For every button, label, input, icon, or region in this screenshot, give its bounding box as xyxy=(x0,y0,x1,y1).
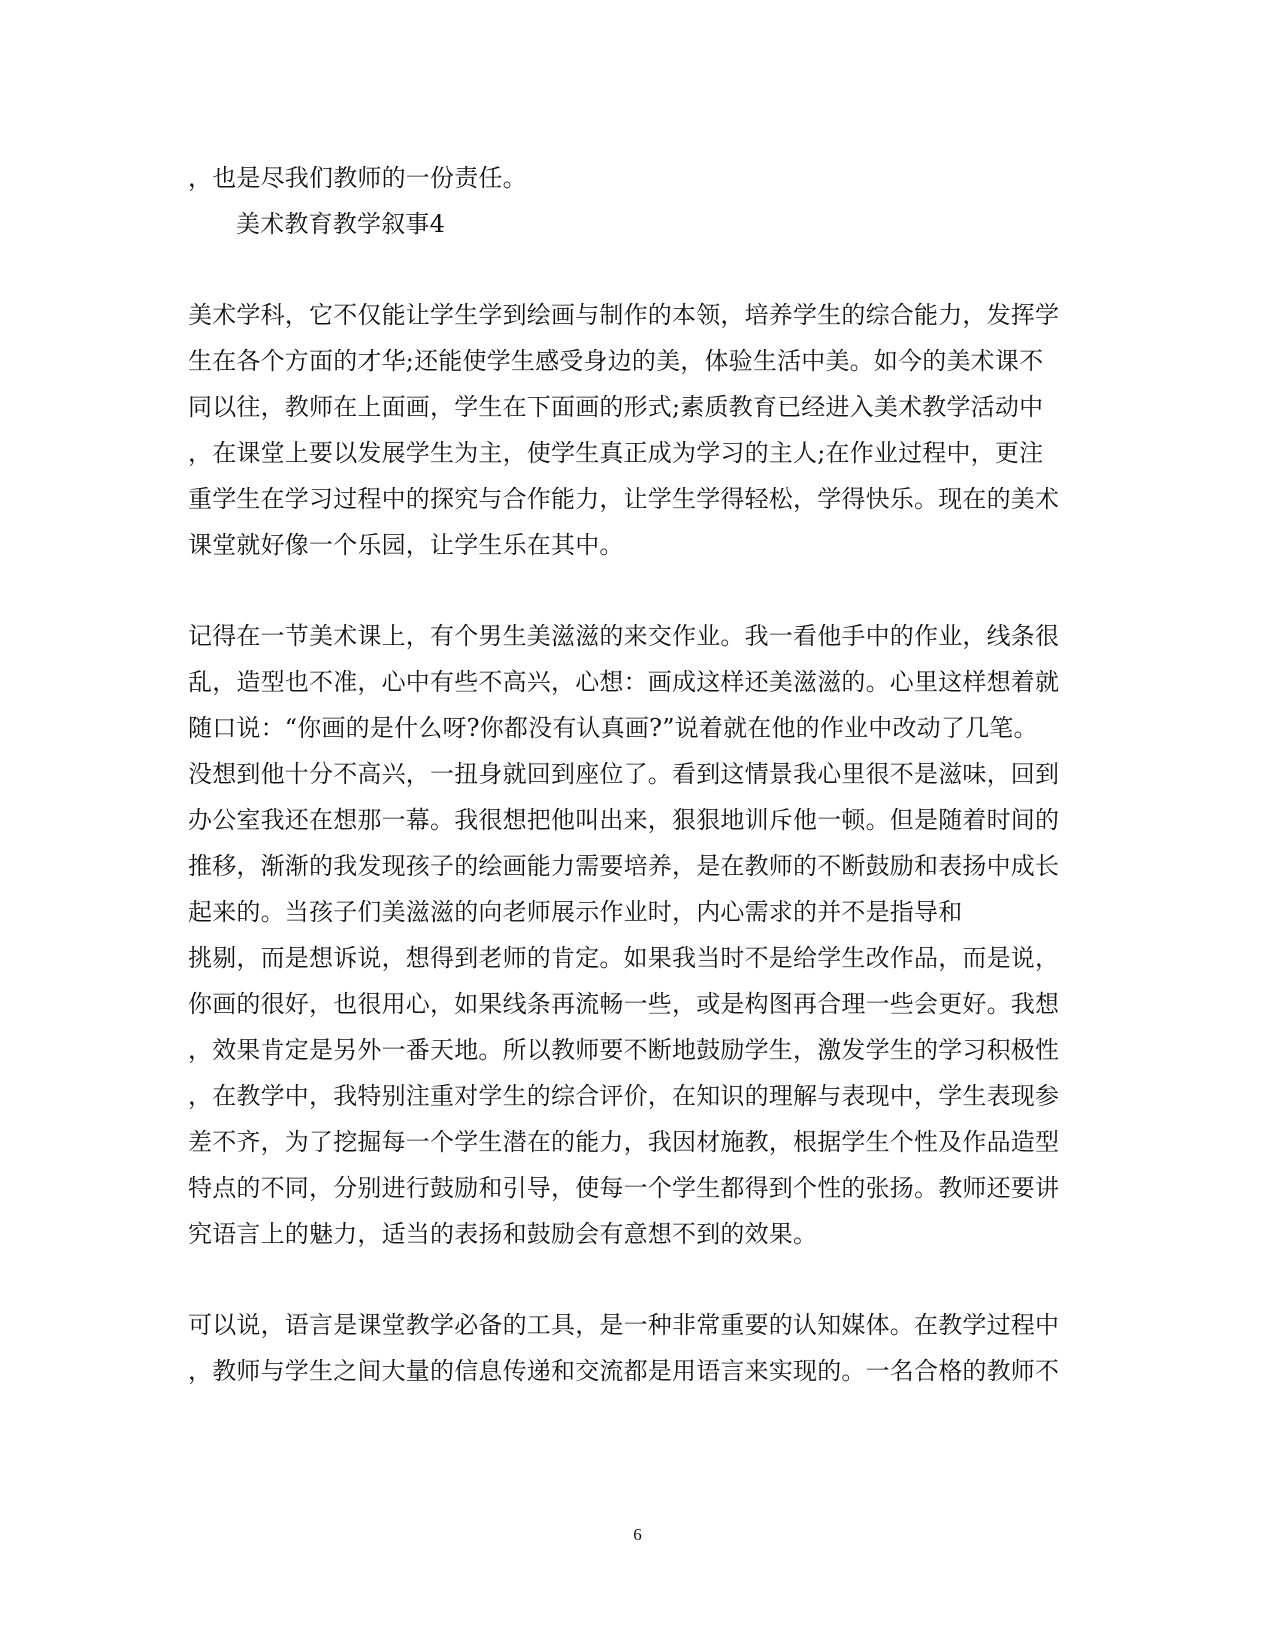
text-line: 课堂就好像一个乐园，让学生乐在其中。 xyxy=(188,531,624,559)
text-line: 没想到他十分不高兴，一扭身就回到座位了。看到这情景我心里很不是滋味，回到 xyxy=(188,760,1060,788)
page-number: 6 xyxy=(633,1525,642,1544)
text-line: 生在各个方面的才华;还能使学生感受身边的美，体验生活中美。如今的美术课不 xyxy=(188,347,1044,375)
text-line: ，在课堂上要以发展学生为主，使学生真正成为学习的主人;在作业过程中，更注 xyxy=(188,439,1044,467)
text-line: ，教师与学生之间大量的信息传递和交流都是用语言来实现的。一名合格的教师不 xyxy=(188,1357,1060,1385)
text-line: ，也是尽我们教师的一份责任。 xyxy=(188,164,527,192)
text-line: 你画的很好，也很用心，如果线条再流畅一些，或是构图再合理一些会更好。我想 xyxy=(188,990,1060,1018)
text-line: 记得在一节美术课上，有个男生美滋滋的来交作业。我一看他手中的作业，线条很 xyxy=(188,622,1060,650)
text-line: 乱，造型也不准，心中有些不高兴，心想：画成这样还美滋滋的。心里这样想着就 xyxy=(188,668,1060,696)
text-line: 推移，渐渐的我发现孩子的绘画能力需要培养，是在教师的不断鼓励和表扬中成长 xyxy=(188,852,1060,880)
text-line: 可以说，语言是课堂教学必备的工具，是一种非常重要的认知媒体。在教学过程中 xyxy=(188,1311,1060,1339)
text-line: ，在教学中，我特别注重对学生的综合评价，在知识的理解与表现中，学生表现参 xyxy=(188,1082,1060,1110)
text-line: 美术学科，它不仅能让学生学到绘画与制作的本领，培养学生的综合能力，发挥学 xyxy=(188,301,1060,329)
text-line: 究语言上的魅力，适当的表扬和鼓励会有意想不到的效果。 xyxy=(188,1220,818,1248)
text-line: 挑剔，而是想诉说，想得到老师的肯定。如果我当时不是给学生改作品，而是说， xyxy=(188,944,1060,972)
text-line: 重学生在学习过程中的探究与合作能力，让学生学得轻松，学得快乐。现在的美术 xyxy=(188,485,1060,513)
text-line: 特点的不同，分别进行鼓励和引导，使每一个学生都得到个性的张扬。教师还要讲 xyxy=(188,1174,1060,1202)
text-line: 同以往，教师在上面画，学生在下面画的形式;素质教育已经进入美术教学活动中 xyxy=(188,393,1044,421)
section-heading: 美术教育教学叙事4 xyxy=(236,210,446,238)
text-line: 起来的。当孩子们美滋滋的向老师展示作业时，内心需求的并不是指导和 xyxy=(188,898,963,926)
text-line: 随口说：“你画的是什么呀?你都没有认真画?”说着就在他的作业中改动了几笔。 xyxy=(188,714,1038,742)
text-line: ，效果肯定是另外一番天地。所以教师要不断地鼓励学生，激发学生的学习积极性 xyxy=(188,1036,1060,1064)
text-line: 办公室我还在想那一幕。我很想把他叫出来，狠狠地训斥他一顿。但是随着时间的 xyxy=(188,806,1060,834)
text-line: 差不齐，为了挖掘每一个学生潜在的能力，我因材施教，根据学生个性及作品造型 xyxy=(188,1128,1060,1156)
